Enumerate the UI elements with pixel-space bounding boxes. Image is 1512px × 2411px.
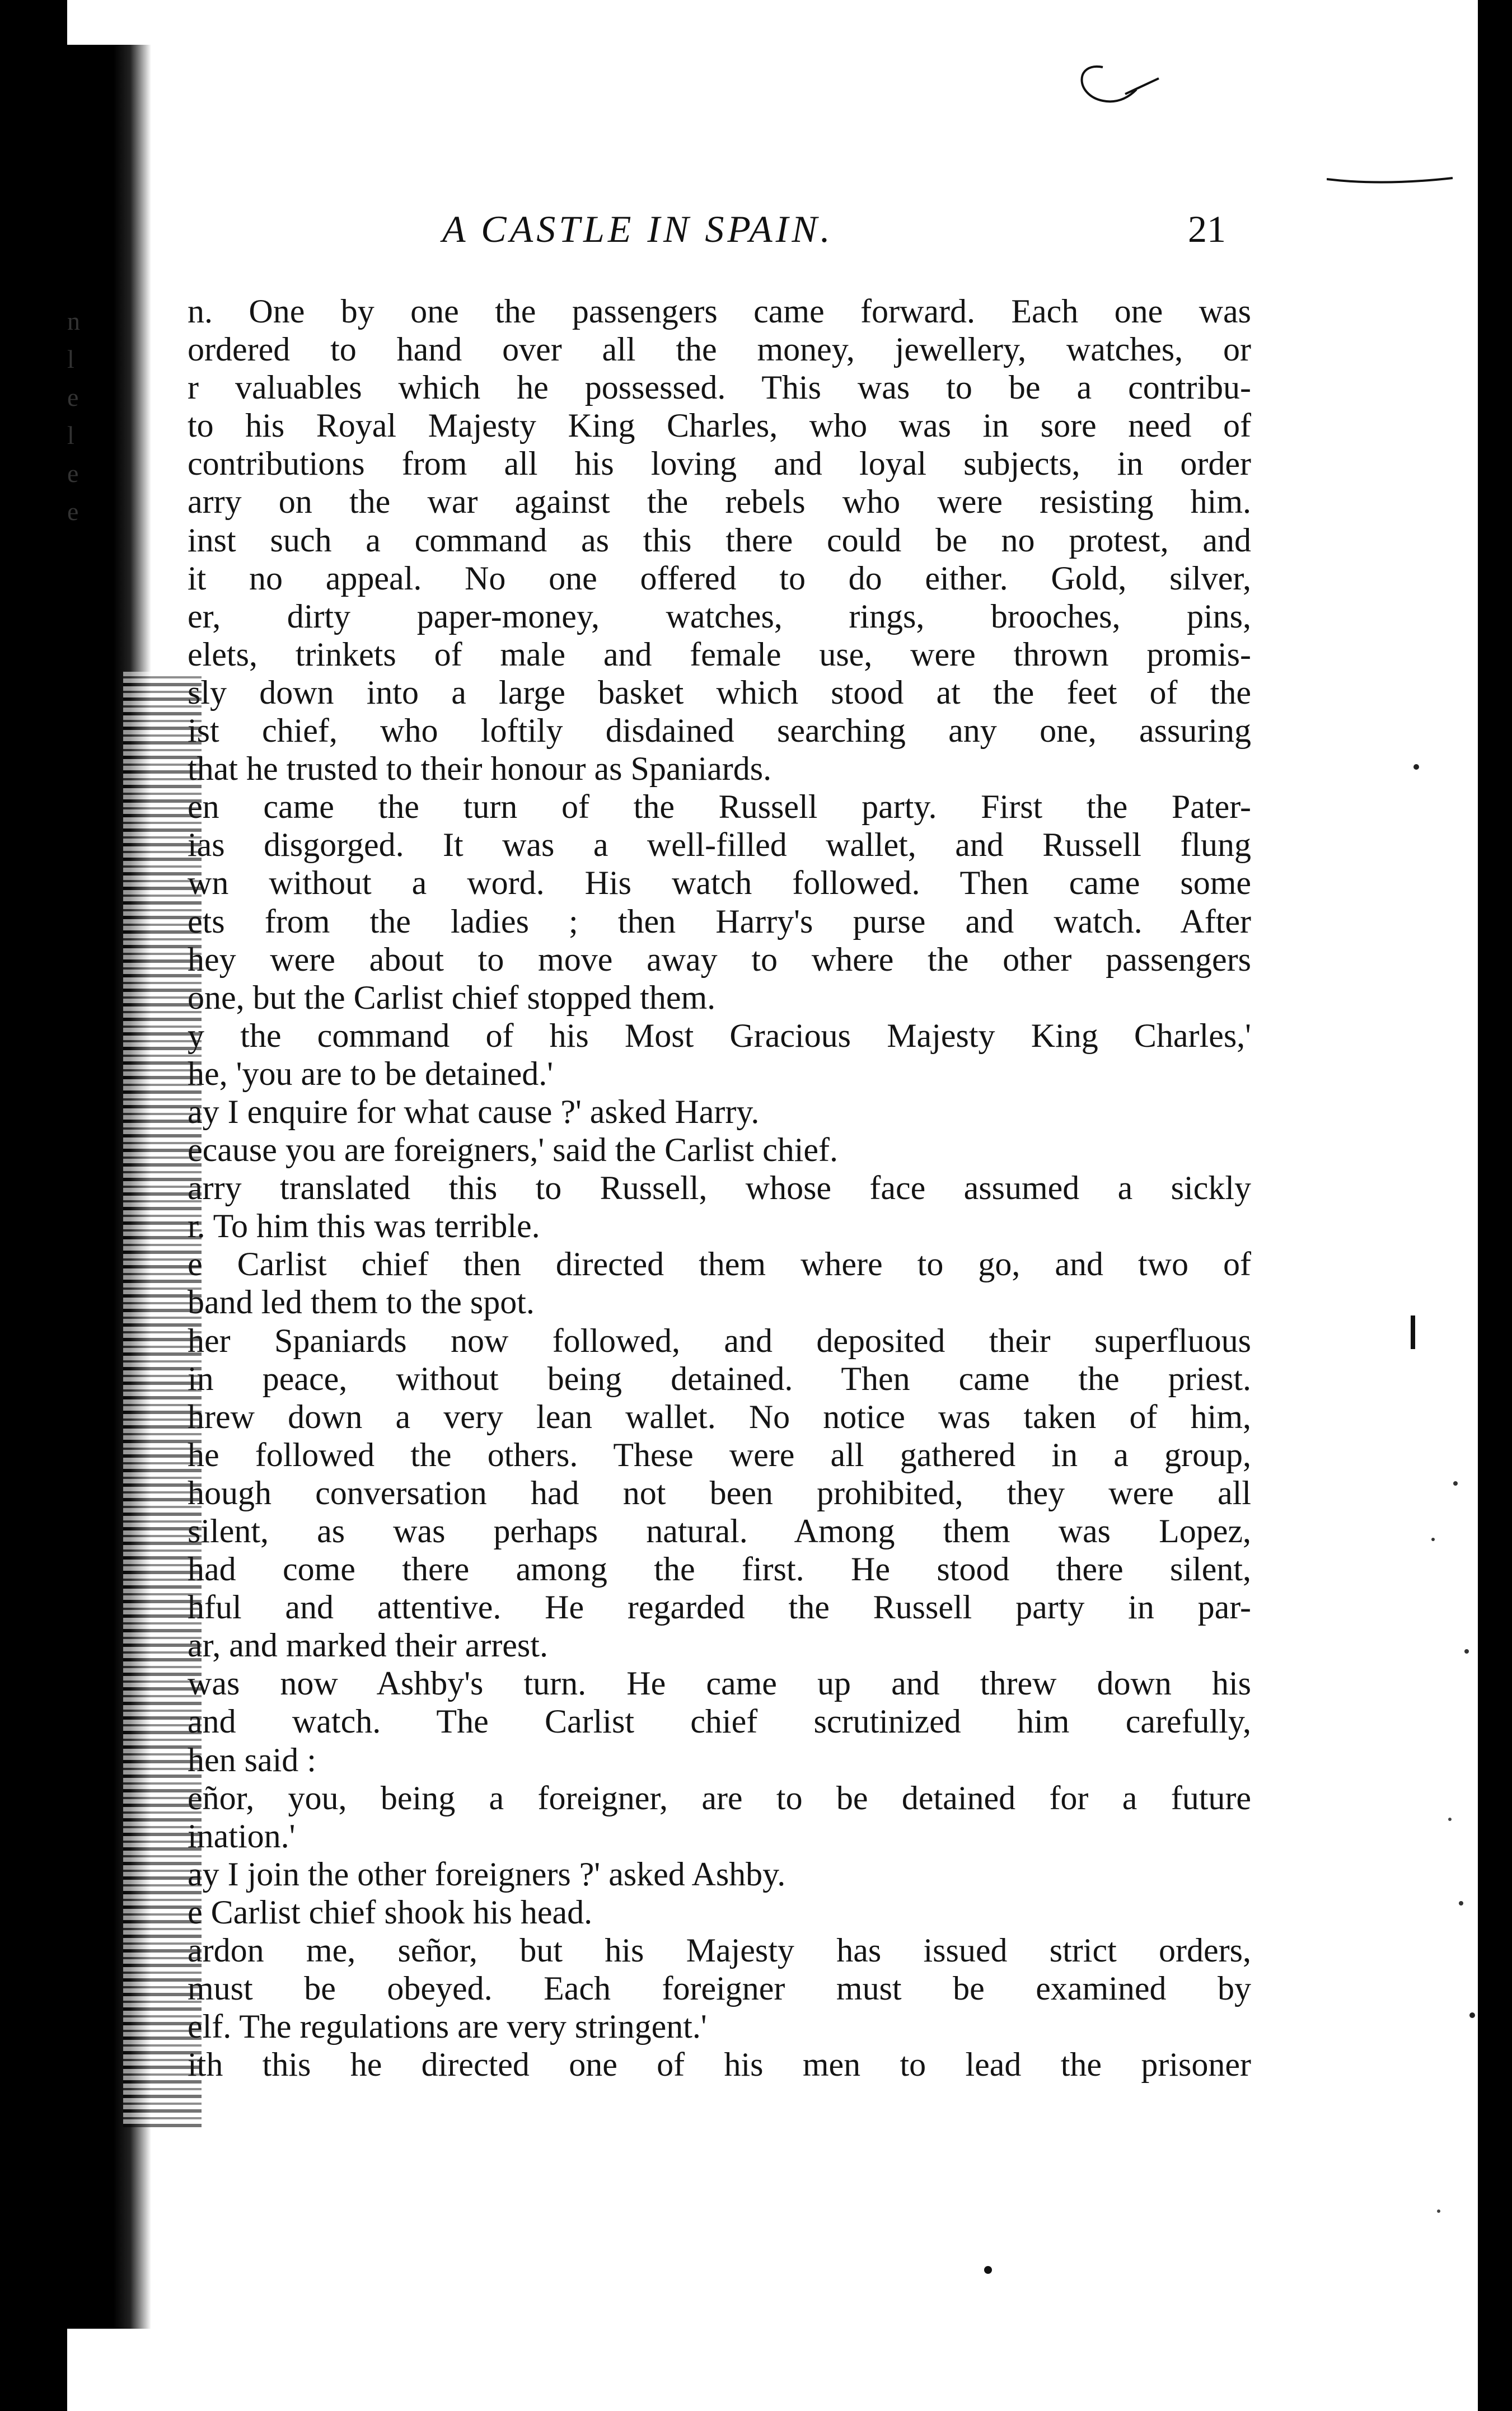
text-line: hful and attentive. He regarded the Russell party in par- [188, 1589, 1251, 1626]
text-line: r. To him this was terrible. [188, 1207, 540, 1245]
text-line: must be obeyed. Each foreigner must be examined by [188, 1970, 1251, 2007]
text-line: her Spaniards now followed, and deposited their superfluous [188, 1322, 1251, 1359]
facing-page-fragment: l [67, 345, 74, 373]
book-page [67, 0, 1478, 2411]
text-line: contributions from all his loving and loyal subjects, in order [188, 445, 1251, 483]
text-line: y the command of his Most Gracious Majesty King Charles,' [188, 1017, 1251, 1054]
facing-page-fragment: e [67, 497, 79, 526]
text-line: er, dirty paper-money, watches, rings, brooches, pins, [188, 597, 1251, 635]
text-line: e Carlist chief then directed them where to go, and two of [188, 1246, 1251, 1283]
text-line: wn without a word. His watch followed. Then came some [188, 864, 1251, 902]
facing-page-fragments [67, 302, 101, 582]
facing-page-fragment: e [67, 383, 79, 411]
text-line: e Carlist chief shook his head. [188, 1893, 593, 1931]
bottom-speck [980, 2262, 996, 2278]
text-line: n. One by one the passengers came forward. Each one was [188, 293, 1251, 330]
text-line: inst such a command as this there could be no protest, and [188, 521, 1251, 559]
text-line: hey were about to move away to where the other passengers [188, 940, 1251, 978]
text-line: band led them to the spot. [188, 1284, 535, 1321]
text-line: hrew down a very lean wallet. No notice was taken of him, [188, 1398, 1251, 1435]
text-line: eñor, you, being a foreigner, are to be detained for a future [188, 1779, 1251, 1817]
text-line: sly down into a large basket which stood at the feet of the [188, 673, 1251, 711]
facing-page-fragment: l [67, 421, 74, 450]
text-line: arry translated this to Russell, whose face assumed a sickly [188, 1169, 1251, 1207]
text-line: ay I enquire for what cause ?' asked Harry. [188, 1093, 760, 1130]
text-line: and watch. The Carlist chief scrutinized him carefully, [188, 1703, 1251, 1740]
text-line: ination.' [188, 1817, 296, 1855]
text-line: en came the turn of the Russell party. First the Pater- [188, 788, 1251, 826]
text-line: was now Ashby's turn. He came up and threw down his [188, 1665, 1251, 1702]
text-line: ordered to hand over all the money, jewellery, watches, or [188, 331, 1251, 368]
text-line: one, but the Carlist chief stopped them. [188, 979, 716, 1016]
text-line: ith this he directed one of his men to lead the prisoner [188, 2046, 1251, 2084]
page-number: 21 [1188, 208, 1226, 250]
text-line: ar, and marked their arrest. [188, 1627, 548, 1664]
text-line: he, 'you are to be detained.' [188, 1055, 554, 1092]
running-head [358, 207, 1226, 258]
text-line: hen said : [188, 1741, 316, 1778]
text-line: that he trusted to their honour as Spaniards. [188, 750, 772, 788]
text-line: ay I join the other foreigners ?' asked Ashby. [188, 1855, 786, 1893]
text-line: elets, trinkets of male and female use, were thrown promis- [188, 635, 1251, 673]
text-line: elf. The regulations are very stringent.' [188, 2008, 707, 2045]
text-line: had come there among the first. He stood there silent, [188, 1551, 1251, 1588]
text-line: ias disgorged. It was a well-filled wallet, and Russell flung [188, 826, 1251, 864]
text-line: silent, as was perhaps natural. Among them was Lopez, [188, 1513, 1251, 1549]
text-line: in peace, without being detained. Then came the priest. [188, 1360, 1251, 1397]
text-line: r valuables which he possessed. This was to be a contribu- [188, 369, 1251, 406]
body-text [188, 292, 1251, 2084]
pen-scribble-mark [1069, 56, 1164, 118]
facing-page-fragment: e [67, 459, 79, 488]
text-line: ets from the ladies ; then Harry's purse and watch. After [188, 902, 1251, 940]
text-line: arry on the war against the rebels who were resisting him. [188, 483, 1251, 521]
text-line: it no appeal. No one offered to do either. Gold, silver, [188, 559, 1251, 597]
margin-pen-stroke [1327, 174, 1455, 190]
text-line: to his Royal Majesty King Charles, who was in sore need of [188, 407, 1251, 444]
text-line: he followed the others. These were all gathered in a group, [188, 1436, 1251, 1473]
text-line: hough conversation had not been prohibited, they were all [188, 1474, 1251, 1511]
text-line: ist chief, who loftily disdained searching any one, assuring [188, 712, 1251, 750]
text-line: ecause you are foreigners,' said the Carlist chief. [188, 1131, 839, 1169]
margin-specks [1399, 756, 1478, 2323]
text-line: ardon me, señor, but his Majesty has issued strict orders, [188, 1932, 1251, 1969]
facing-page-fragment: n [67, 307, 80, 335]
running-title: A CASTLE IN SPAIN. [442, 208, 834, 250]
